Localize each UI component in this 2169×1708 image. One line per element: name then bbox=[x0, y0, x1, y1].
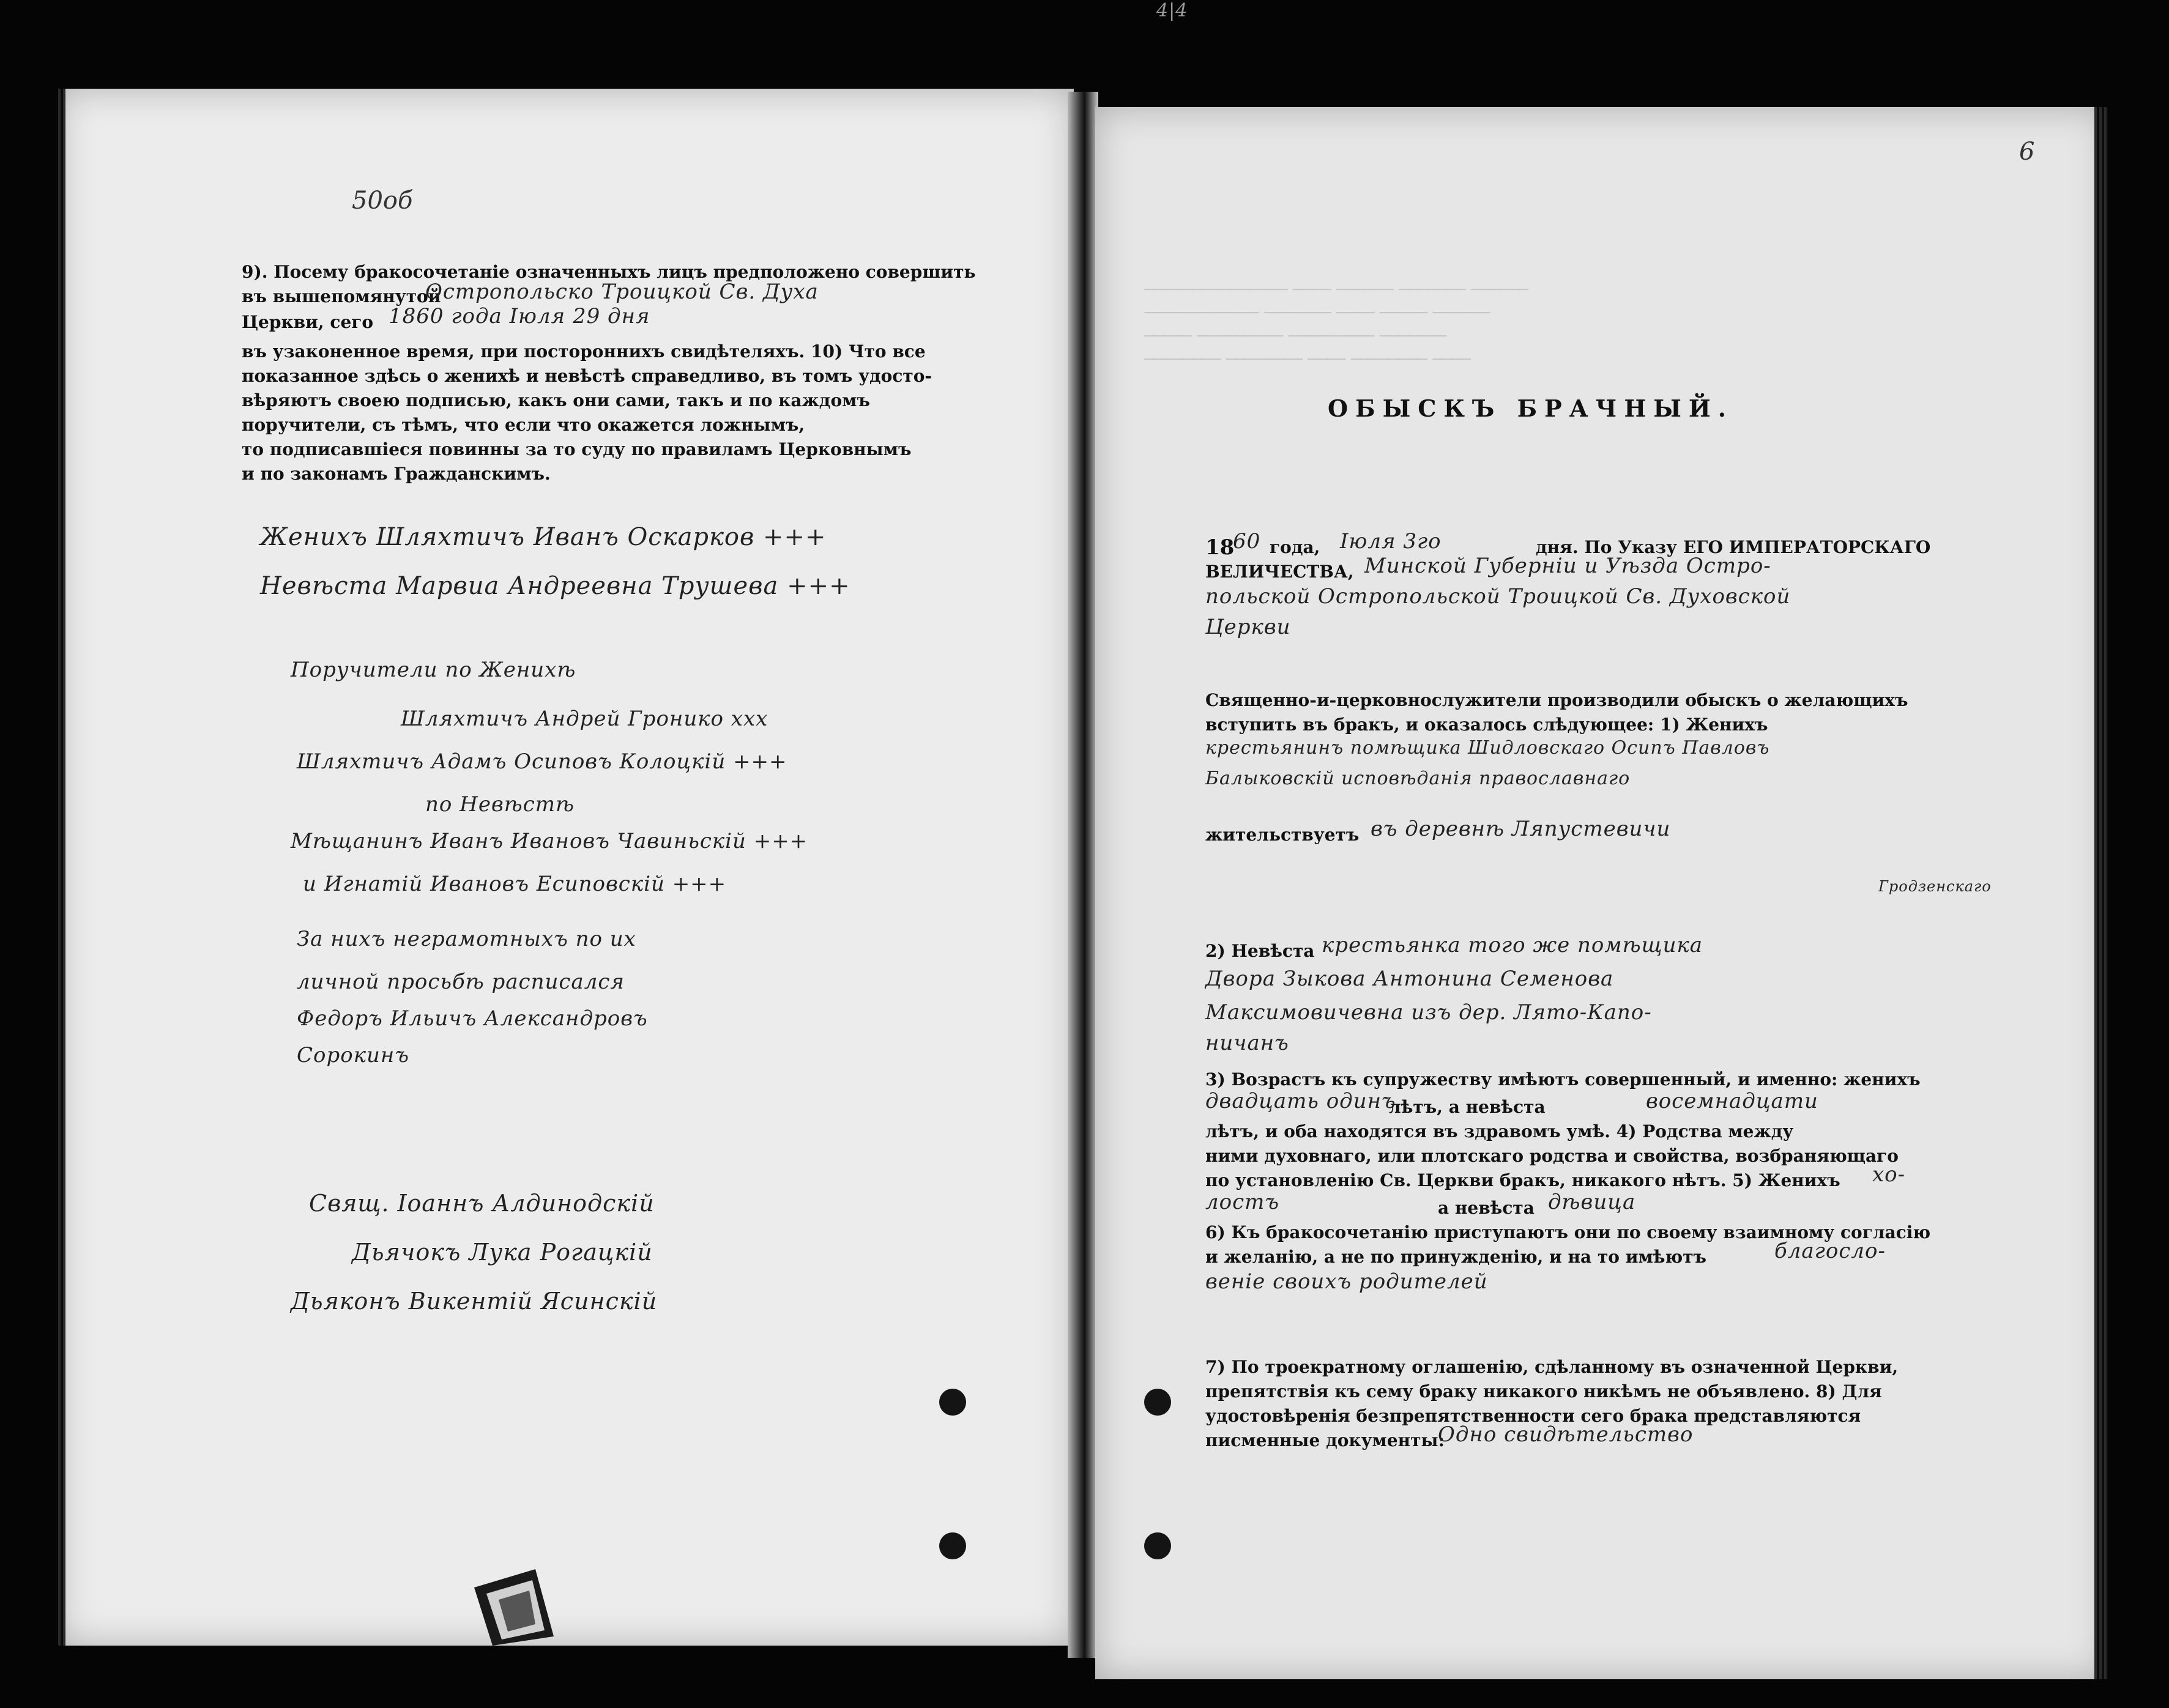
proxy-line-3: Федоръ Ильичъ Александровъ bbox=[297, 1006, 648, 1031]
line1-handwritten: Іюля 3го bbox=[1340, 529, 1442, 554]
residence-handwritten: въ деревнѣ Ляпустевичи bbox=[1371, 817, 1671, 841]
year-handwritten: 60 bbox=[1233, 529, 1261, 554]
printed-line-5: показанное здѣсь о женихѣ и невѣстѣ справедливо, въ томъ удосто- bbox=[242, 366, 932, 386]
para7-line2: препятствія къ сему браку никакого никѣмъ не объявлено. 8) Для bbox=[1205, 1381, 1882, 1402]
clergy-signature-2: Дьячокъ Лука Рогацкій bbox=[352, 1239, 653, 1266]
para1-line1: Священно-и-церковнослужители производили обыскъ о желающихъ bbox=[1205, 690, 1908, 710]
proxy-line-4: Сорокинъ bbox=[297, 1043, 409, 1068]
date-handwritten: 1860 года Іюля 29 дня bbox=[389, 304, 650, 329]
printed-line-4: въ узаконенное время, при постороннихъ свидѣтеляхъ. 10) Что все bbox=[242, 341, 926, 362]
right-page-number: 6 bbox=[2019, 138, 2035, 166]
para7-line1: 7) По троекратному оглашенію, сдѣланному въ означенной Церкви, bbox=[1205, 1357, 1899, 1377]
para6-line2: и желанію, а не по принужденію, и на то имѣютъ bbox=[1205, 1247, 1707, 1267]
groom-status-handwritten: хо- bbox=[1872, 1162, 1906, 1187]
left-page-number: 50об bbox=[352, 187, 413, 215]
binding-hole-left-2 bbox=[939, 1532, 966, 1559]
margin-note: Гродзенскаго bbox=[1878, 878, 1992, 895]
blessing-handwritten: благосло- bbox=[1774, 1239, 1886, 1263]
para3-line4: ними духовнаго, или плотскаго родства и свойства, возбраняющаго bbox=[1205, 1146, 1899, 1166]
year-printed: 18 bbox=[1205, 535, 1235, 560]
guarantor-3: Мѣщанинъ Иванъ Ивановъ Чавиньскій +++ bbox=[291, 829, 808, 853]
printed-line-3: Церкви, сего bbox=[242, 312, 374, 332]
document-title: ОБЫСКЪ БРАЧНЫЙ. bbox=[1328, 395, 1734, 422]
paper-clip-icon bbox=[462, 1563, 572, 1646]
bride-handwritten-3: Максимовичевна изъ дер. Лято-Капо- bbox=[1205, 1000, 1652, 1025]
para1-line2: вступить въ бракъ, и оказалось слѣдующее: 1) Женихъ bbox=[1205, 715, 1768, 735]
proxy-line-1: За нихъ неграмотныхъ по их bbox=[297, 927, 636, 951]
binding-hole-left-1 bbox=[939, 1389, 966, 1416]
bride-label: 2) Невѣста bbox=[1205, 941, 1315, 961]
guarantor-2: Шляхтичъ Адамъ Осиповъ Колоцкій +++ bbox=[297, 749, 787, 774]
bride-handwritten-4: ничанъ bbox=[1205, 1031, 1289, 1055]
bride-handwritten-1: крестьянка того же помѣщика bbox=[1322, 933, 1703, 957]
clergy-signature-1: Свящ. Іоаннъ Алдинодскій bbox=[309, 1190, 655, 1217]
printed-line-2: въ вышепомянутой bbox=[242, 286, 441, 306]
guarantor-4: и Игнатій Ивановъ Есиповскій +++ bbox=[303, 872, 727, 896]
left-page bbox=[58, 89, 1074, 1646]
groom-status-handwritten-2: лостъ bbox=[1205, 1190, 1280, 1214]
line1-printed-b: дня. По Указу ЕГО ИМПЕРАТОРСКАГО bbox=[1536, 537, 1931, 557]
guarantors-bride-label: по Невѣстѣ bbox=[425, 792, 575, 817]
documents-label: писменные документы: bbox=[1205, 1430, 1445, 1450]
church-name-handwritten: Остропольско Троицкой Св. Духа bbox=[425, 280, 819, 304]
bride-age-handwritten: восемнадцати bbox=[1646, 1089, 1818, 1113]
bride-status-handwritten: дѣвица bbox=[1548, 1190, 1636, 1214]
printed-line-6: вѣряютъ своею подписью, какъ они сами, такъ и по каждомъ bbox=[242, 390, 870, 410]
printed-line-8: то подписавшіеся повинны за то суду по правиламъ Церковнымъ bbox=[242, 439, 912, 459]
line3-handwritten: польской Остропольской Троицкой Св. Духовской bbox=[1205, 584, 1791, 609]
line2-handwritten: Минской Губерніи и Уѣзда Остро- bbox=[1364, 554, 1771, 578]
clergy-signature-3: Дьяконъ Викентій Ясинскій bbox=[291, 1288, 658, 1315]
groom-age-handwritten: двадцать одинъ bbox=[1205, 1089, 1396, 1113]
signature-groom: Женихъ Шляхтичъ Иванъ Оскарков +++ bbox=[260, 523, 827, 551]
blessing-handwritten-2: веніе своихъ родителей bbox=[1205, 1269, 1488, 1294]
line4-handwritten: Церкви bbox=[1205, 615, 1291, 639]
line2-printed: ВЕЛИЧЕСТВА, bbox=[1205, 562, 1354, 582]
book-gutter bbox=[1068, 92, 1098, 1658]
bleed-through-text: ─────────────── ──── ────── ─────── ────── ──────────── ─────── ──── ───── ────── ───── ───────── ───────── ─────── ──────── ──────── ──── ──────── ──── bbox=[1144, 281, 1528, 369]
bride-handwritten-2: Двора Зыкова Антонина Семенова bbox=[1205, 967, 1614, 991]
documents-handwritten: Одно свидѣтельство bbox=[1438, 1422, 1694, 1447]
para3-line1: 3) Возрастъ къ супружеству имѣютъ совершенный, и именно: женихъ bbox=[1205, 1069, 1921, 1090]
printed-line-9: и по законамъ Гражданскимъ. bbox=[242, 464, 551, 484]
printed-line-7: поручители, съ тѣмъ, что если что окажется ложнымъ, bbox=[242, 415, 805, 435]
right-page bbox=[1095, 107, 2108, 1679]
groom-handwritten-2: Балыковскій исповѣданія православнаго bbox=[1205, 768, 1631, 789]
binding-hole-right-2 bbox=[1144, 1532, 1171, 1559]
line1-printed-a: года, bbox=[1270, 537, 1320, 557]
guarantors-groom-label: Поручители по Женихѣ bbox=[291, 658, 576, 682]
para3-line3: лѣтъ, и оба находятся въ здравомъ умѣ. 4) Родства между bbox=[1205, 1121, 1794, 1142]
residence-label: жительствуетъ bbox=[1205, 825, 1360, 845]
signature-bride: Невѣста Марвиа Андреевна Трушева +++ bbox=[260, 572, 850, 600]
para5-line2: а невѣста bbox=[1438, 1198, 1535, 1218]
binding-hole-right-1 bbox=[1144, 1389, 1171, 1416]
printed-line-1: 9). Посему бракосочетаніе означенныхъ лицъ предположено совершить bbox=[242, 262, 976, 282]
proxy-line-2: личной просьбѣ расписался bbox=[297, 970, 625, 994]
guarantor-1: Шляхтичъ Андрей Гронико xxx bbox=[401, 707, 768, 731]
groom-handwritten-1: крестьянинъ помѣщика Шидловскаго Осипъ Павловъ bbox=[1205, 737, 1770, 759]
para3-line5: по установленію Св. Церкви бракъ, никакого нѣтъ. 5) Женихъ bbox=[1205, 1170, 1840, 1190]
para6-line1: 6) Къ бракосочетанію приступаютъ они по своему взаимному согласію bbox=[1205, 1222, 1931, 1242]
para3-line2: лѣтъ, а невѣста bbox=[1389, 1097, 1546, 1117]
top-mark: 4|4 bbox=[1156, 0, 1188, 21]
para7-line3: удостовѣренія безпрепятственности сего брака представляются bbox=[1205, 1406, 1861, 1426]
